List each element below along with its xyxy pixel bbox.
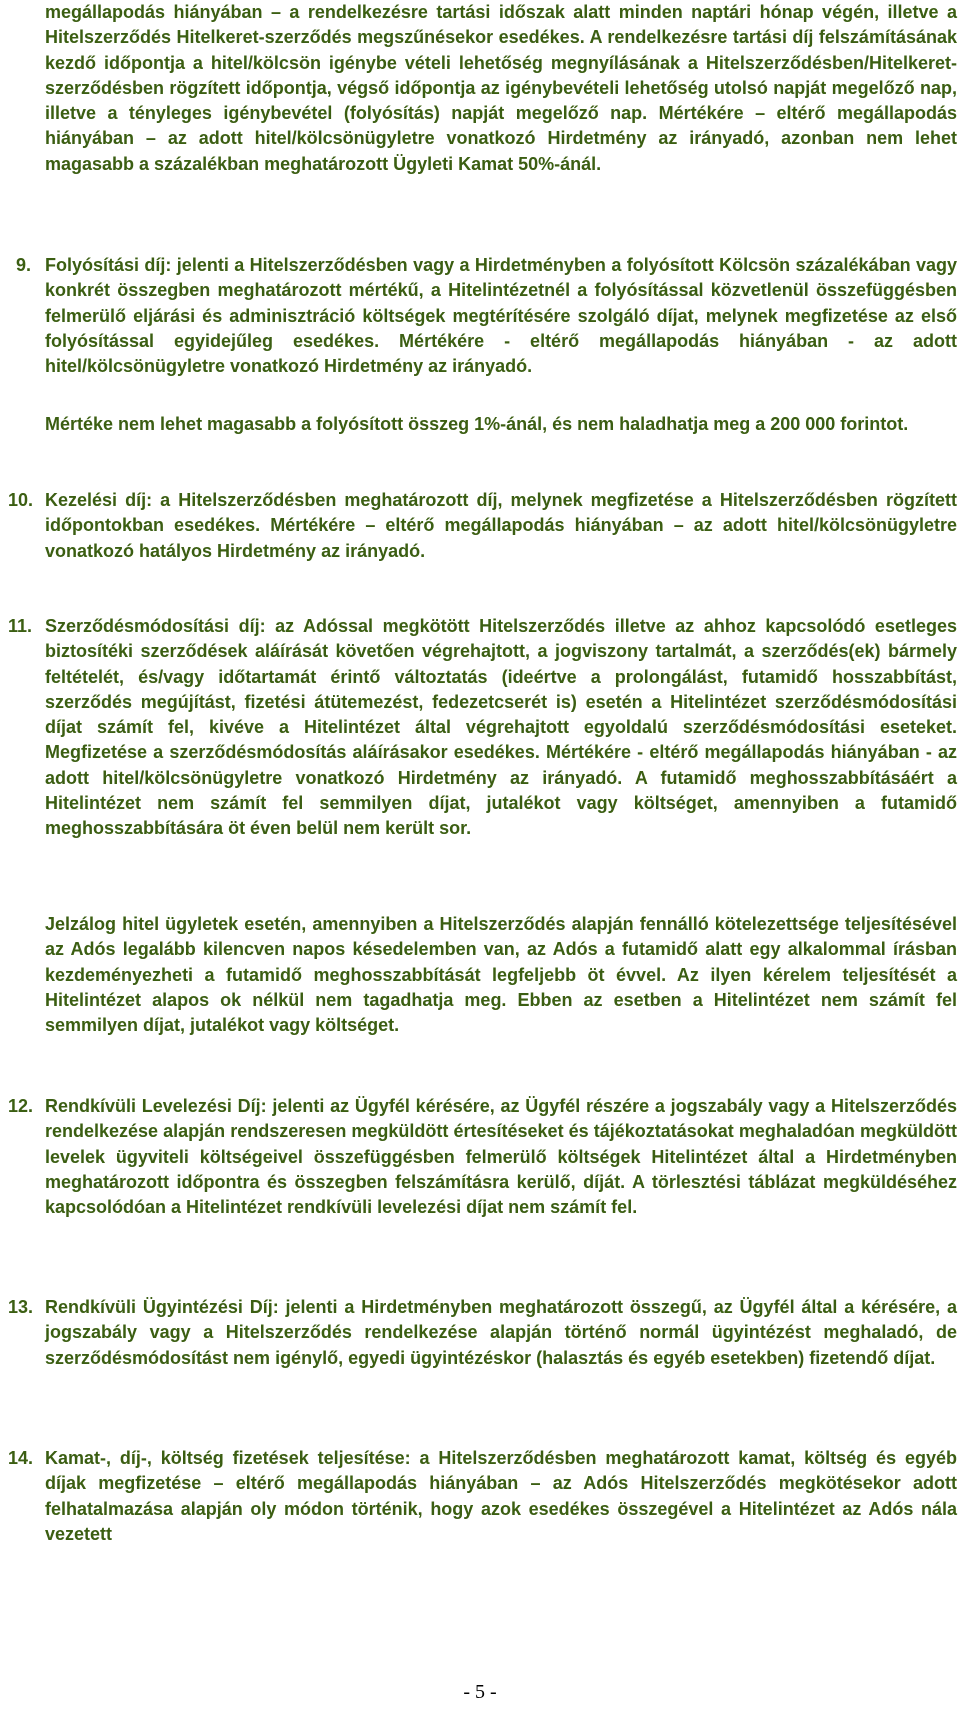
item-11-paragraph-1: Szerződésmódosítási díj: az Adóssal megkötött Hitelszerződés illetve az ahhoz kapcsolódó esetleges biztosítéki szerződések aláírását követően végrehajtott, a jogviszony tartalmát, a szerződés(ek) bármely feltételét, és/vagy időtartamát érintő változtatás (ideértve a prolongálást, futamidő hosszabbítást, szerződés megújítást, fizetési átütemezést, fedezetcserét is) esetén a Hitelintézet szerződésmódosítási díjat számít fel, kivéve a Hitelintézet által végrehajtott egyoldalú szerződésmódosítási eseteket. Megfizetése a szerződésmódosítás aláírásakor esedékes. Mértékére - eltérő megállapodás hiányában - az adott hitel/kölcsönügyletre vonatkozó Hirdetmény az irányadó. A futamidő meghosszabbításáért a Hitelintézet nem számít fel semmilyen díjat, jutalékot vagy költséget, amennyiben a futamidő meghosszabbítására öt éven belül nem került sor. xyxy=(45,616,957,839)
item-10-paragraph-1: Kezelési díj: a Hitelszerződésben meghatározott díj, melynek megfizetése a Hitelszerződésben rögzített időpontokban esedékes. Mértékére – eltérő megállapodás hiányában – az adott hitel/kölcsönügyletre vonatkozó hatályos Hirdetmény az irányadó. xyxy=(45,490,957,561)
item-number-10: 10. xyxy=(8,490,34,510)
item-number-14: 14. xyxy=(8,1448,34,1468)
item-number-12: 12. xyxy=(8,1096,34,1116)
item-14-paragraph-1: Kamat-, díj-, költség fizetések teljesítése: a Hitelszerződésben meghatározott kamat, költség és egyéb díjak megfizetése – eltérő megállapodás hiányában – az Adós Hitelszerződés megkötésekor adott felhatalmazása alapján oly módon történik, hogy azok esedékes összegével a Hitelintézet az Adós nála vezetett xyxy=(45,1448,957,1544)
item-11-paragraph-2: Jelzálog hitel ügyletek esetén, amennyiben a Hitelszerződés alapján fennálló kötelezettsége teljesítésével az Adós legalább kilencven napos késedelemben van, az Adós a futamidő alatt egy alkalommal írásban kezdeményezheti a futamidő meghosszabbítását legfeljebb öt évvel. Az ilyen kérelem teljesítését a Hitelintézet alapos ok nélkül nem tagadhatja meg. Ebben az esetben a Hitelintézet nem számít fel semmilyen díjat, jutalékot vagy költséget. xyxy=(45,914,957,1036)
item-13-paragraph-1: Rendkívüli Ügyintézési Díj: jelenti a Hirdetményben meghatározott összegű, az Ügyfél által a kérésére, a jogszabály vagy a Hitelszerződés rendelkezése alapján történő normál ügyintézést meghaladó, de szerződésmódosítást nem igénylő, egyedi ügyintézéskor (halasztás és egyéb esetekben) fizetendő díjat. xyxy=(45,1297,957,1368)
item-number-11: 11. xyxy=(8,616,33,636)
item-9-paragraph-1: Folyósítási díj: jelenti a Hitelszerződésben vagy a Hirdetményben a folyósított Kölcsön százalékában vagy konkrét összegben meghatározott mértékű, a Hitelintézetnél a folyósítással közvetlenül összefüggésben felmerülő eljárási és adminisztráció költségek megtérítésére szolgáló díjat, melynek megfizetése az első folyósítással egyidejűleg esedékes. Mértékére - eltérő megállapodás hiányában - az adott hitel/kölcsönügyletre vonatkozó Hirdetmény az irányadó. xyxy=(45,255,957,377)
intro-paragraph: megállapodás hiányában – a rendelkezésre tartási időszak alatt minden naptári hónap végén, illetve a Hitelszerződés Hitelkeret-szerződés megszűnésekor esedékes. A rendelkezésre tartási díj felszámításának kezdő időpontja a hitel/kölcsön igénybe vételi lehetőség megnyílásának a Hitelszerződésben/Hitelkeret-szerződésben rögzített időpontja, végső időpontja az igénybevételi lehetőség utolsó napját megelőző nap, illetve a tényleges igénybevétel (folyósítás) napját megelőző nap. Mértékére – eltérő megállapodás hiányában – az adott hitel/kölcsönügyletre vonatkozó Hirdetmény az irányadó, azonban nem lehet magasabb a százalékban meghatározott Ügyleti Kamat 50%-ánál. xyxy=(45,2,957,174)
item-12-paragraph-1: Rendkívüli Levelezési Díj: jelenti az Ügyfél kérésére, az Ügyfél részére a jogszabály vagy a Hitelszerződés rendelkezése alapján rendszeresen megküldött értesítéseket és tájékoztatásokat meghaladóan megküldött levelek ügyviteli költségeivel összefüggésben felmerülő költségek Hitelintézet által a Hirdetményben meghatározott időpontra és összegben felszámításra kerülő, díját. A törlesztési táblázat megküldéséhez kapcsolódóan a Hitelintézet rendkívüli levelezési díjat nem számít fel. xyxy=(45,1096,957,1218)
page-number: - 5 - xyxy=(463,1681,497,1703)
item-number-13: 13. xyxy=(8,1297,34,1317)
item-number-9: 9. xyxy=(16,255,32,275)
item-9-paragraph-2: Mértéke nem lehet magasabb a folyósított összeg 1%-ánál, és nem haladhatja meg a 200 000 forintot. xyxy=(45,414,909,434)
